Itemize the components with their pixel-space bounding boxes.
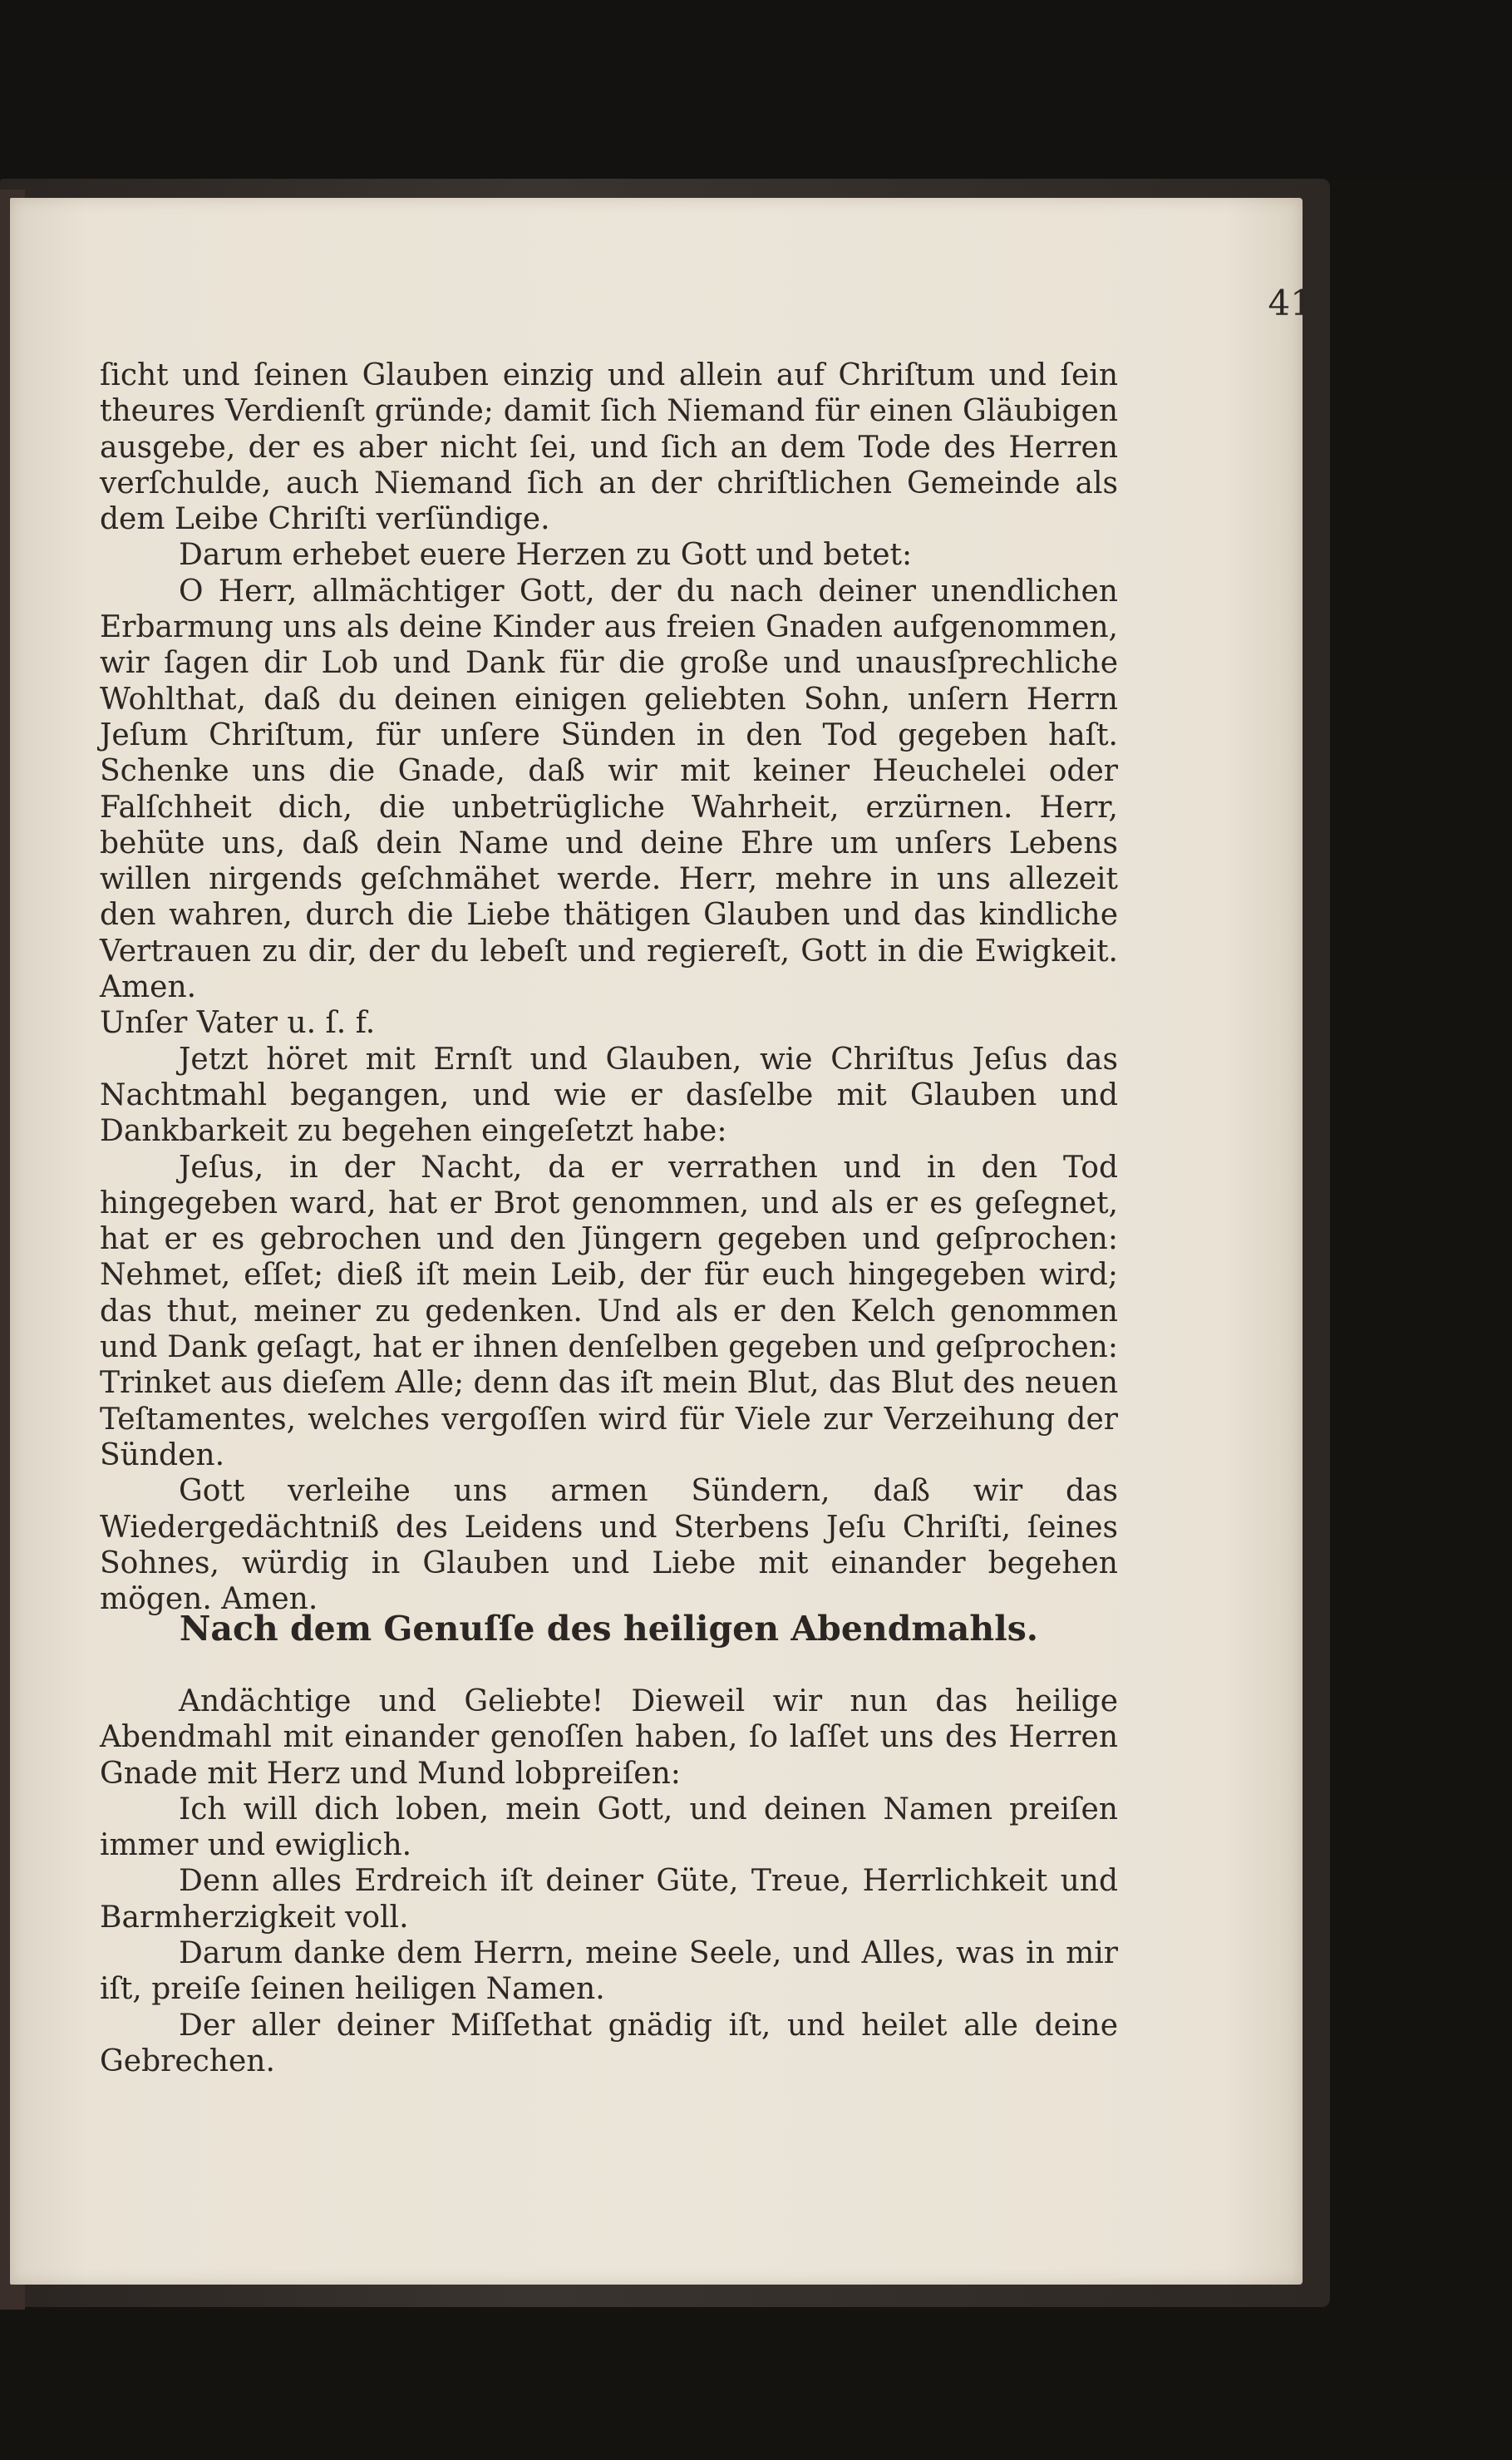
paragraph-2: Darum erhebet euere Herzen zu Gott und betet: — [179, 538, 913, 573]
main-text — [100, 357, 1118, 1617]
paragraph-1: ſicht und ſeinen Glauben einzig und allein auf Chriſtum und ſein theures Verdienſt gründe; damit ſich Niemand für einen Gläubigen ausgebe, der es aber nicht ſei, und ſich an dem Tode des Herren verſchulde, auch Niemand ſich an der chriſtlichen Gemeinde als dem Leibe Chriſti verſündige. — [100, 358, 1118, 537]
paragraph-4: Unſer Vater u. ſ. f. — [100, 1006, 376, 1041]
section-heading: Nach dem Genuſſe des heiligen Abendmahls. — [179, 1609, 1039, 1649]
paragraph-10: Denn alles Erdreich iſt deiner Güte, Treue, Herrlichkeit und Barmherzigkeit voll. — [100, 1864, 1118, 1935]
paragraph-11: Darum danke dem Herrn, meine Seele, und Alles, was in mir iſt, preiſe ſeinen heiligen Namen. — [100, 1936, 1118, 2007]
second-section-text — [100, 1684, 1118, 2079]
paragraph-7: Gott verleihe uns armen Sündern, daß wir das Wiedergedächtniß des Leidens und Sterbens Jeſu Chriſti, ſeines Sohnes, würdig in Glauben und Liebe mit einander begehen mögen. Amen. — [100, 1474, 1118, 1617]
page-number: 41 — [1268, 283, 1313, 323]
scan-background — [0, 0, 1512, 179]
paragraph-5: Jetzt höret mit Ernſt und Glauben, wie Chriſtus Jeſus das Nachtmahl begangen, und wie er dasſelbe mit Glauben und Dankbarkeit zu begehen eingeſetzt habe: — [100, 1042, 1118, 1149]
paragraph-6: Jeſus, in der Nacht, da er verrathen und in den Tod hingegeben ward, hat er Brot genommen, und als er es geſegnet, hat er es gebrochen und den Jüngern gegeben und geſprochen: Nehmet, eſſet; dieß iſt mein Leib, der für euch hingegeben wird; das thut, meiner zu gedenken. Und als er den Kelch genommen und Dank geſagt, hat er ihnen denſelben gegeben und geſprochen: Trinket aus dieſem Alle; denn das iſt mein Blut, das Blut des neuen Teſtamentes, welches vergoſſen wird für Viele zur Verzeihung der Sünden. — [100, 1150, 1118, 1472]
paragraph-3: O Herr, allmächtiger Gott, der du nach deiner unendlichen Erbarmung uns als deine Kinder aus freien Gnaden aufgenommen, wir ſagen dir Lob und Dank für die große und unausſprechliche Wohlthat, daß du deinen einigen geliebten Sohn, unſern Herrn Jeſum Chriſtum, für unſere Sünden in den Tod gegeben haſt. Schenke uns die Gnade, daß wir mit keiner Heuchelei oder Falſchheit dich, die unbetrügliche Wahrheit, erzürnen. Herr, behüte uns, daß dein Name und deine Ehre um unſers Lebens willen nirgends geſchmähet werde. Herr, mehre in uns allezeit den wahren, durch die Liebe thätigen Glauben und das kindliche Vertrauen zu dir, der du lebeſt und regiereſt, Gott in die Ewigkeit. Amen. — [100, 574, 1118, 1005]
paragraph-9: Ich will dich loben, mein Gott, und deinen Namen preiſen immer und ewiglich. — [100, 1792, 1118, 1863]
paragraph-8: Andächtige und Geliebte! Dieweil wir nun das heilige Abendmahl mit einander genoſſen haben, ſo laſſet uns des Herren Gnade mit Herz und Mund lobpreiſen: — [100, 1684, 1118, 1791]
paragraph-12: Der aller deiner Miſſethat gnädig iſt, und heilet alle deine Gebrechen. — [100, 2008, 1118, 2078]
